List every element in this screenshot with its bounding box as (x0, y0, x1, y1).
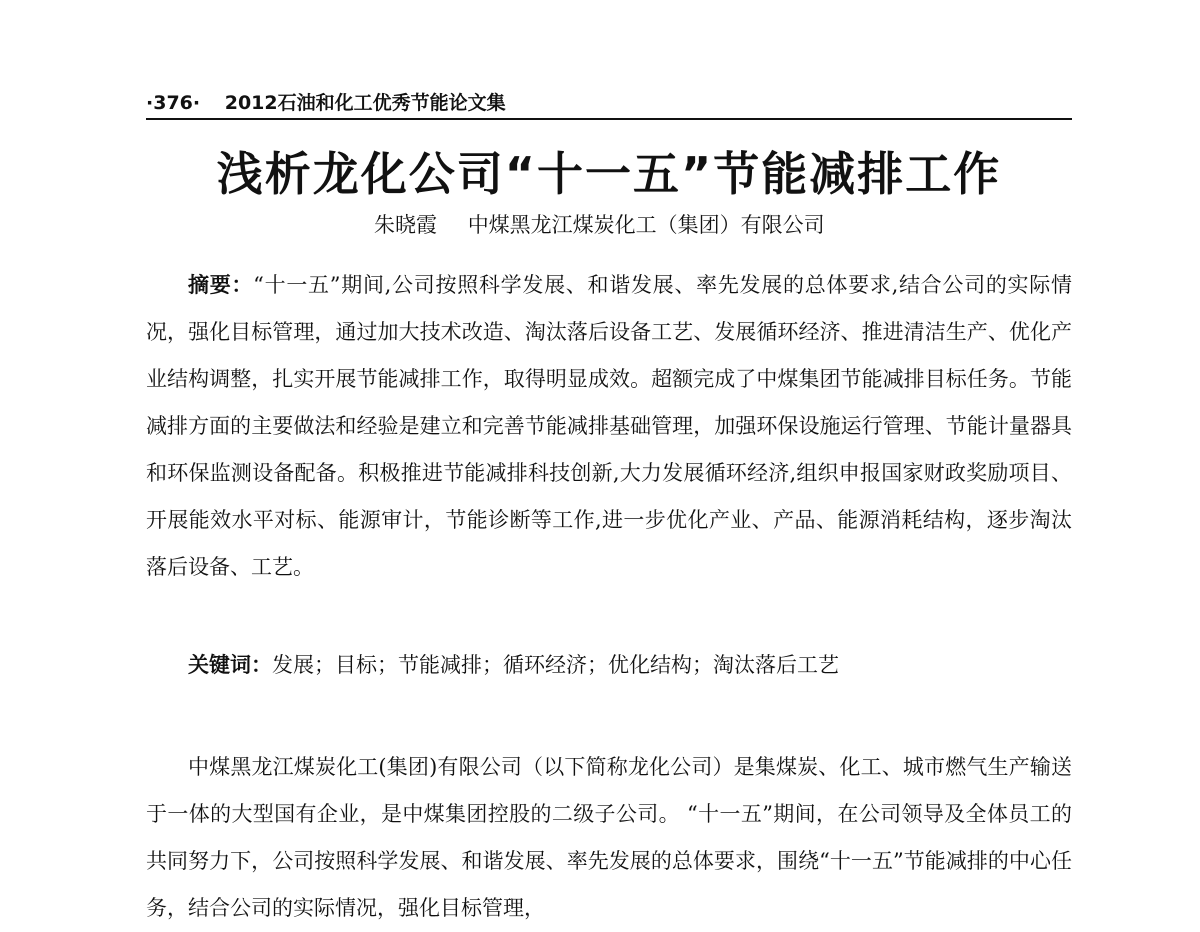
byline (146, 208, 1072, 242)
article-title: 浅析龙化公司“十一五”节能减排工作 (216, 147, 1002, 201)
author-name: 朱晓霞 (374, 213, 437, 237)
abstract-label: 摘要： (188, 273, 254, 297)
keywords (146, 642, 1072, 689)
author-affiliation: 中煤黑龙江煤炭化工（集团）有限公司 (467, 213, 825, 237)
abstract-text: “十一五”期间,公司按照科学发展、和谐发展、率先发展的总体要求,结合公司的实际情况，强化目标管理，通过加大技术改造、淘汰落后设备工艺、发展循环经济、推进清洁生产、优化产业结构调整，扎实开展节能减排工作，取得明显成效。超额完成了中煤集团节能减排目标任务。节能减排方面的主要做法和经验是建立和完善节能减排基础管理，加强环保设施运行管理、节能计量器具和环保监测设备配备。积极推进节能减排科技创新,大力发展循环经济,组织申报国家财政奖励项目、开展能效水平对标、能源审计，节能诊断等工作,进一步优化产业、产品、能源消耗结构，逐步淘汰落后设备、工艺。 (146, 273, 1072, 579)
abstract (146, 262, 1072, 591)
page-number: ·376· (146, 92, 201, 114)
book-title: 2012石油和化工优秀节能论文集 (224, 92, 506, 114)
intro-paragraph: 中煤黑龙江煤炭化工(集团)有限公司（以下简称龙化公司）是集煤炭、化工、城市燃气生产输送于一体的大型国有企业，是中煤集团控股的二级子公司。 “十一五”期间，在公司领导及全体员工的共同努力下，公司按照科学发展、和谐发展、率先发展的总体要求，围绕“十一五”节能减排的中心任务，结合公司的实际情况，强化目标管理， (146, 755, 1072, 920)
running-header (146, 88, 1072, 120)
keywords-text: 发展；目标；节能减排；循环经济；优化结构；淘汰落后工艺 (272, 653, 839, 677)
keywords-label: 关键词： (188, 653, 272, 677)
